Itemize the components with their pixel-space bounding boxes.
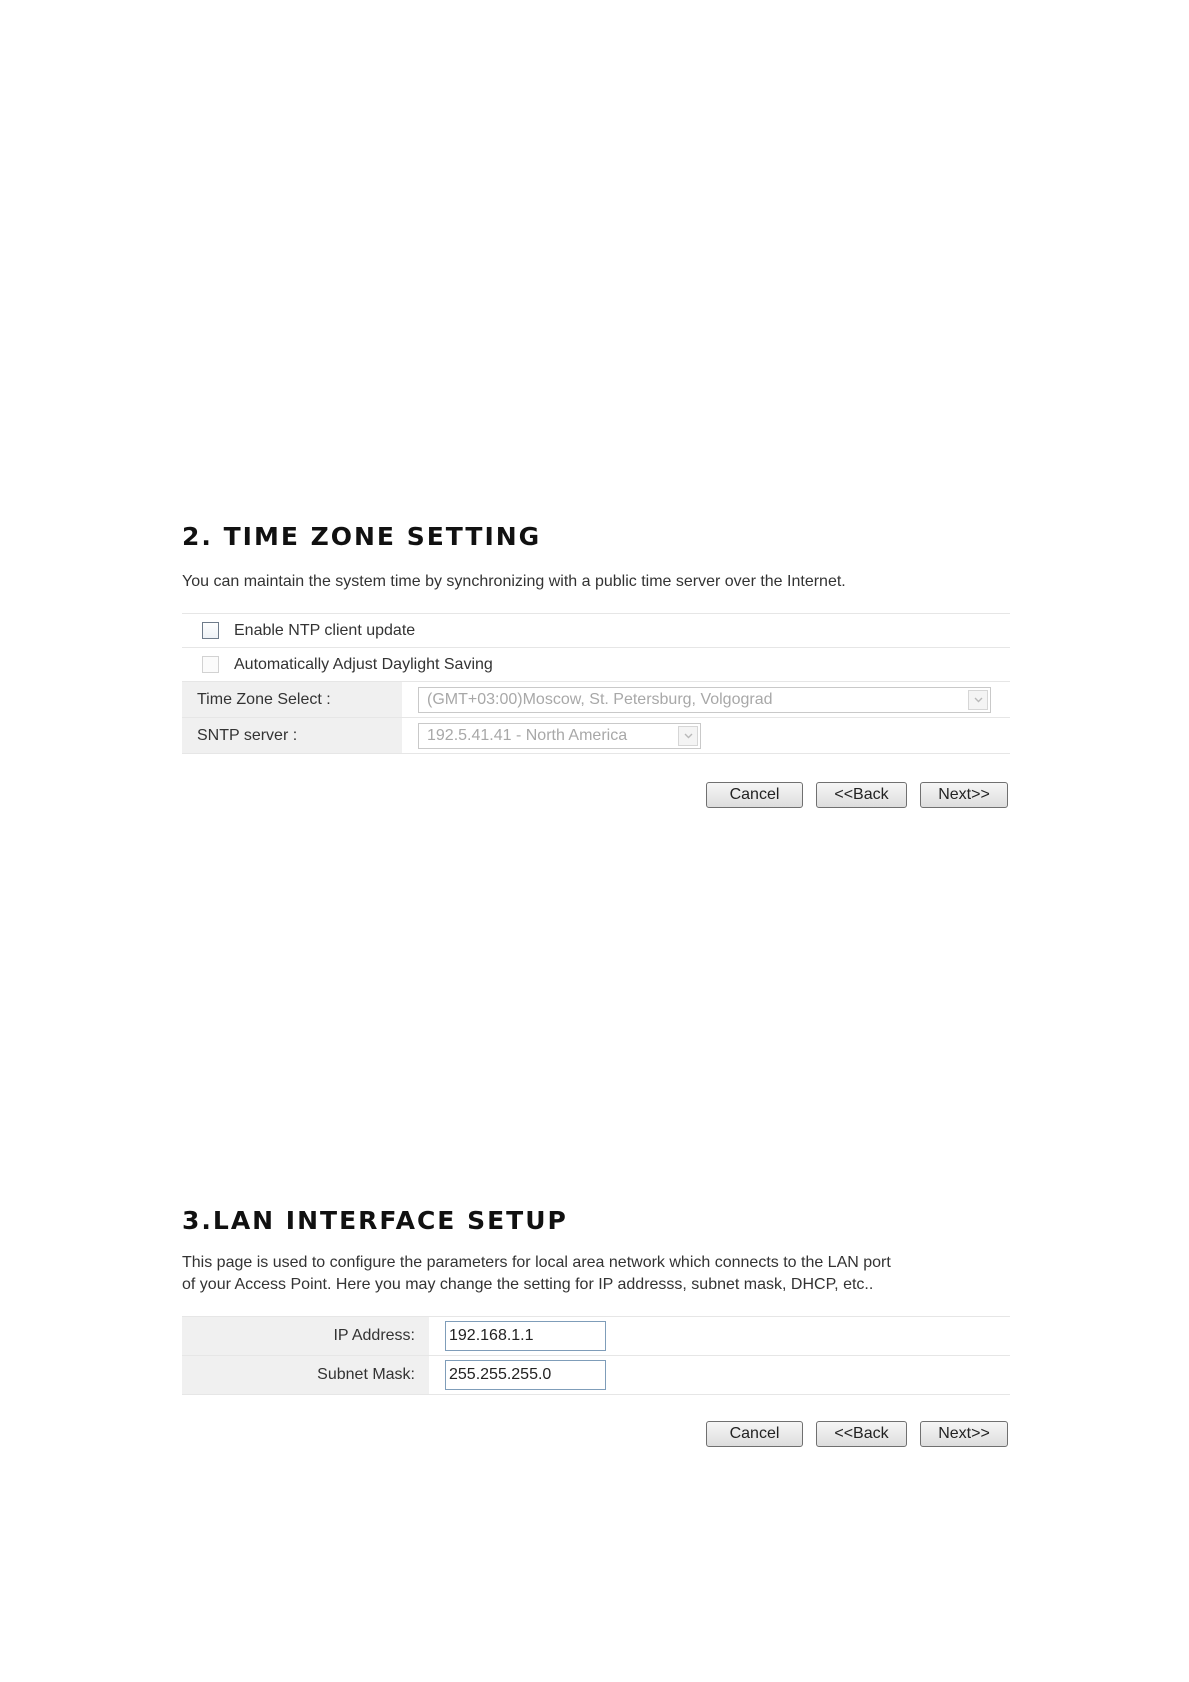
time-zone-title: 2. TIME ZONE SETTING xyxy=(182,522,542,551)
timezone-select-label: Time Zone Select : xyxy=(182,682,402,717)
back-button[interactable]: <<Back xyxy=(816,1421,907,1447)
chevron-down-icon[interactable] xyxy=(678,726,698,746)
timezone-select[interactable] xyxy=(418,687,991,713)
next-button[interactable]: Next>> xyxy=(920,782,1008,808)
time-zone-description: You can maintain the system time by synchronizing with a public time server over the Internet. xyxy=(182,573,846,590)
lan-buttons xyxy=(182,1421,1008,1447)
timezone-row xyxy=(182,682,1010,718)
cancel-button[interactable]: Cancel xyxy=(706,1421,803,1447)
sntp-server-cell xyxy=(402,718,1010,753)
sntp-server-select[interactable] xyxy=(418,723,701,749)
chevron-down-icon-shape xyxy=(684,733,693,739)
sntp-server-label: SNTP server : xyxy=(182,718,402,753)
ntp-client-label: Enable NTP client update xyxy=(234,621,416,639)
time-zone-form xyxy=(182,613,1010,754)
lan-title: 3.LAN INTERFACE SETUP xyxy=(182,1206,568,1235)
cancel-button[interactable]: Cancel xyxy=(706,782,803,808)
ntp-client-checkbox[interactable] xyxy=(202,622,219,639)
sntp-row xyxy=(182,718,1010,754)
next-button[interactable]: Next>> xyxy=(920,1421,1008,1447)
ip-address-label: IP Address: xyxy=(182,1317,429,1355)
lan-section xyxy=(182,1206,1012,1447)
ip-address-input[interactable]: 192.168.1.1 xyxy=(445,1321,606,1351)
chevron-down-icon[interactable] xyxy=(968,690,988,710)
subnet-mask-row xyxy=(182,1356,1010,1395)
subnet-mask-label: Subnet Mask: xyxy=(182,1356,429,1394)
time-zone-buttons xyxy=(182,782,1008,808)
ip-address-cell xyxy=(429,1317,1010,1355)
timezone-select-value: (GMT+03:00)Moscow, St. Petersburg, Volgograd xyxy=(427,690,773,708)
sntp-server-value: 192.5.41.41 - North America xyxy=(427,726,628,744)
lan-description-line-2: of your Access Point. Here you may change the setting for IP addresss, subnet mask, DHCP, etc.. xyxy=(182,1276,874,1293)
subnet-mask-cell xyxy=(429,1356,1010,1394)
time-zone-section xyxy=(182,522,1012,808)
subnet-mask-input[interactable]: 255.255.255.0 xyxy=(445,1360,606,1390)
lan-description xyxy=(182,1252,1012,1296)
lan-form xyxy=(182,1316,1010,1395)
timezone-select-cell xyxy=(402,682,1010,717)
daylight-saving-label: Automatically Adjust Daylight Saving xyxy=(234,655,493,673)
dst-row xyxy=(182,648,1010,682)
ip-address-row xyxy=(182,1317,1010,1356)
daylight-saving-checkbox[interactable] xyxy=(202,656,219,673)
lan-description-line-1: This page is used to configure the parameters for local area network which connects to the LAN port xyxy=(182,1254,891,1271)
ntp-row xyxy=(182,614,1010,648)
back-button[interactable]: <<Back xyxy=(816,782,907,808)
chevron-down-icon-shape xyxy=(974,697,983,703)
